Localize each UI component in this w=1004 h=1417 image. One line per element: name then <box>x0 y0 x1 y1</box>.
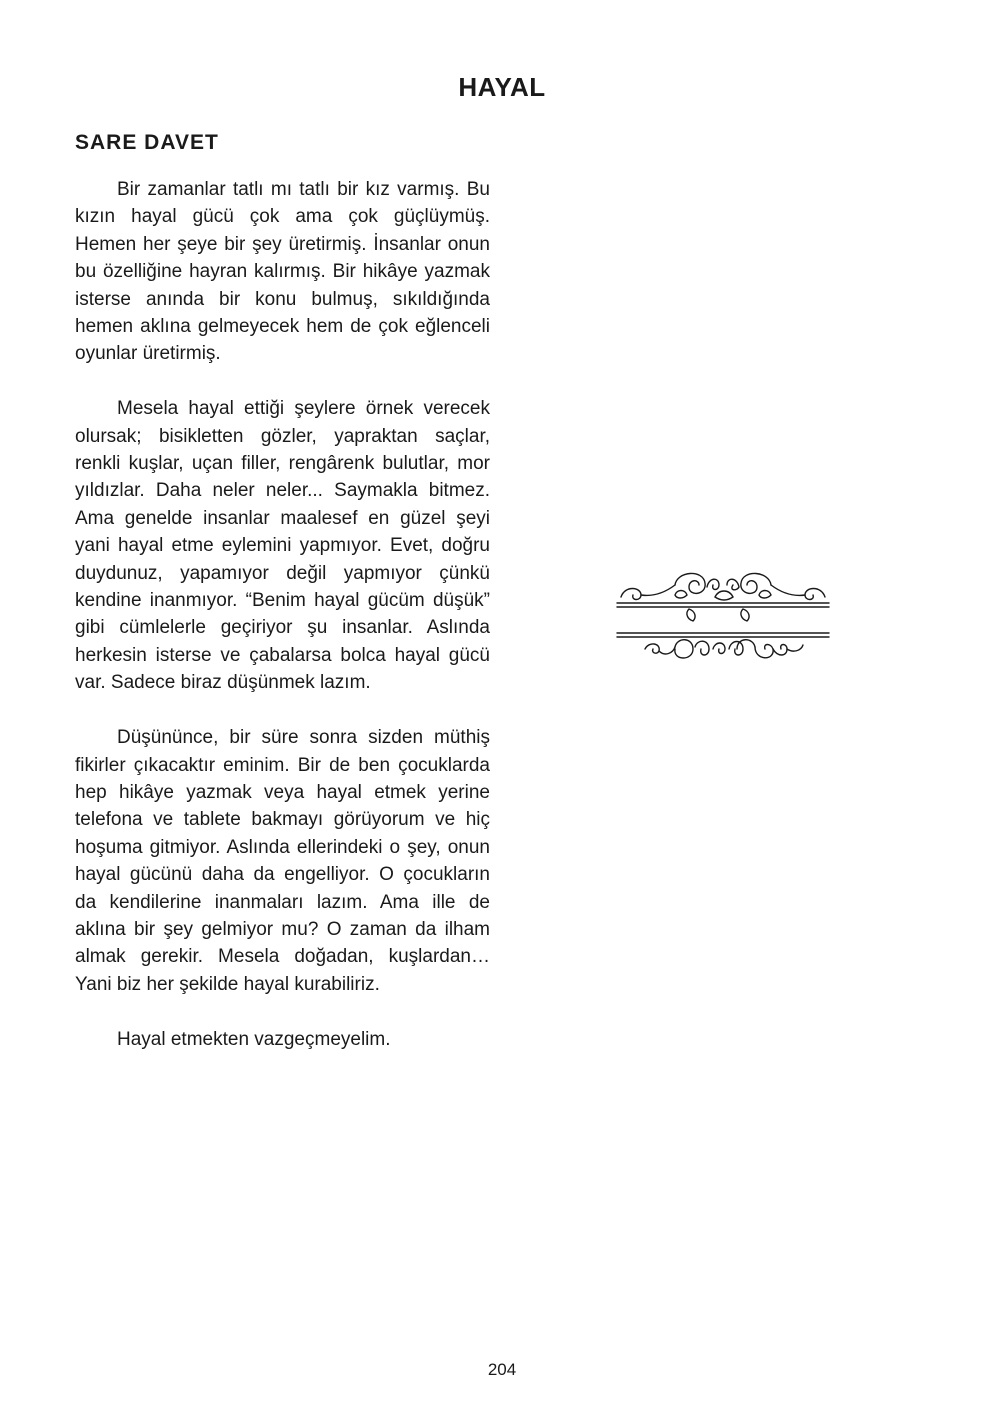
paragraph-1: Bir zamanlar tatlı mı tatlı bir kız varmış. Bu kızın hayal gücü çok ama çok güçlüymüş. Hemen her şeye bir şey üretirmiş. İnsanlar onun bu özelliğine hayran kalırmış. Bir hikâye yazmak isterse anında bir konu bulmuş, sıkıldığında hemen aklına gelmeyecek hem de çok eğlenceli oyunlar üretirmiş. <box>75 179 490 365</box>
paragraph-3: Düşününce, bir süre sonra sizden müthiş fikirler çıkacaktır eminim. Bir de ben çocuklarda hep hikâye yazmak veya hayal etmek yerine telefona ve tablete bakmayı görüyorum ve hiç hoşuma gitmiyor. Aslında ellerindeki o şey, onun hayal gücünü daha da engelliyor. O çocukların da kendilerine inanmaları lazım. Ama ille de aklına bir şey gelmiyor mu? O zaman da ilham almak gerekir. Mesela doğadan, kuşlardan… Yani biz her şekilde hayal kurabiliriz. <box>75 727 490 995</box>
paragraph-2: Mesela hayal ettiği şeylere örnek verecek olursak; bisikletten gözler, yapraktan saçlar, renkli kuşlar, uçan filler, rengârenk bulutlar, mor yıldızlar. Daha neler neler... Saymakla bitmez. Ama genelde insanlar maalesef en güzel şeyi yani hayal etme eylemini yapmıyor. Evet, doğru duydunuz, yapamıyor değil yapmıyor çünkü kendine inanmıyor. “Benim hayal gücüm düşük” gibi cümlelerle geçiriyor şu insanlar. Aslında herkesin isterse ve çabalarsa bolca hayal gücü var. Sadece biraz düşünmek lazım. <box>75 398 490 694</box>
paragraph-4: Hayal etmekten vazgeçmeyelim. <box>117 1028 391 1050</box>
page-title: HAYAL <box>458 72 546 102</box>
author-name: SARE DAVET <box>75 131 219 154</box>
floral-divider-icon <box>615 565 831 671</box>
story-body <box>75 176 490 1080</box>
page-number: 204 <box>487 1360 517 1379</box>
